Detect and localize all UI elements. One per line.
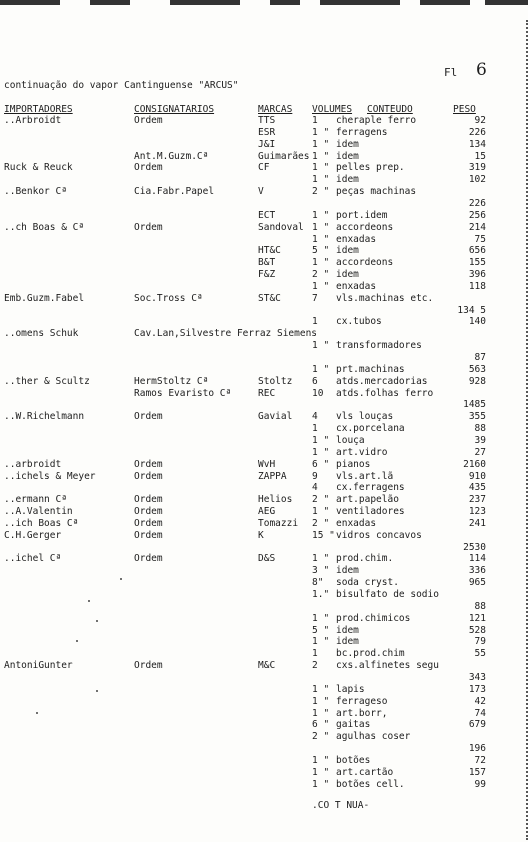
cell-cont: idem — [336, 269, 359, 281]
cell-vol: 1 " — [312, 257, 330, 269]
cell-vol: 1 " — [312, 553, 330, 565]
cell-cont: gaitas — [336, 719, 371, 731]
cell-peso: 134 — [468, 138, 486, 150]
cell-con: Ramos Evaristo Cª — [134, 387, 232, 399]
table-row — [0, 731, 528, 743]
cell-vol: 1 " — [312, 221, 330, 233]
cell-cont: botões — [336, 754, 371, 766]
cell-vol: 1 " — [312, 636, 330, 648]
cell-peso: 435 — [468, 482, 486, 494]
cell-peso: 27 — [474, 446, 486, 458]
cell-mar: Stoltz — [258, 375, 293, 387]
cell-mar: F&Z — [258, 269, 276, 281]
scan-speck — [96, 690, 98, 692]
cell-vol: 1 " — [312, 506, 330, 518]
cell-vol: 1 " — [312, 126, 330, 138]
cell-imp: AntoniGunter — [4, 660, 73, 672]
cell-peso: 241 — [468, 517, 486, 529]
table-row — [0, 376, 528, 388]
cell-peso: 134 5 — [457, 304, 486, 316]
cell-cont: cx.ferragens — [336, 482, 405, 494]
cell-peso: 121 — [468, 612, 486, 624]
cell-vol: 1 " — [312, 707, 330, 719]
cell-vol: 1 " — [312, 363, 330, 375]
table-row — [0, 423, 528, 435]
cell-peso: 79 — [474, 636, 486, 648]
cell-imp: ..Arbroidt — [4, 115, 62, 126]
cell-peso: 319 — [468, 162, 486, 174]
cell-imp: ..ichels & Meyer — [4, 470, 96, 482]
cell-cont: enxadas — [336, 517, 377, 529]
cell-vol: 4 — [312, 411, 318, 423]
cell-mar: M&C — [258, 660, 276, 672]
cell-imp: ..arbroidt — [4, 458, 62, 470]
column-header-conteudo: CONTEUDO — [367, 104, 413, 115]
cell-peso: 140 — [468, 316, 486, 328]
cell-vol: 1 — [312, 316, 318, 328]
cell-mar: ESR — [258, 126, 276, 138]
table-row — [0, 660, 528, 672]
cell-vol: 7 — [312, 292, 318, 304]
cell-cont: louça — [336, 434, 365, 446]
cell-peso: 237 — [468, 494, 486, 506]
cell-imp: ..ich Boas Cª — [4, 517, 79, 529]
table-row — [0, 506, 528, 518]
table-row — [0, 352, 528, 364]
cell-vol: 1 " — [312, 766, 330, 778]
cell-con: Cav.Lan,Silvestre Ferraz Siemens — [134, 328, 318, 340]
continua-footer: .CO T NUA- — [312, 800, 370, 811]
cell-cont: prt.machinas — [336, 363, 405, 375]
cell-cont: idem — [336, 150, 359, 162]
table-row — [0, 115, 528, 127]
cell-cont: idem — [336, 245, 359, 257]
cell-vol: 1 " — [312, 138, 330, 150]
cell-imp: ..omens Schuk — [4, 328, 79, 340]
cell-peso: 102 — [468, 174, 486, 186]
cell-vol: 2 — [312, 660, 318, 672]
cell-peso: 55 — [474, 648, 486, 660]
cell-peso: 214 — [468, 221, 486, 233]
cell-mar: REC — [258, 387, 276, 399]
table-row — [0, 625, 528, 637]
cell-cont: atds.folhas ferro — [336, 387, 434, 399]
table-row — [0, 328, 528, 340]
cell-peso: 99 — [474, 778, 486, 790]
cell-con: Ordem — [134, 529, 163, 541]
table-row — [0, 293, 528, 305]
cell-mar: Tomazzi — [258, 517, 299, 529]
cell-vol: 1 " — [312, 683, 330, 695]
table-row — [0, 613, 528, 625]
cell-imp: Ruck & Reuck — [4, 162, 73, 174]
table-row — [0, 364, 528, 376]
cell-vol: 1 " — [312, 150, 330, 162]
table-row — [0, 281, 528, 293]
cell-cont: soda cryst. — [336, 577, 399, 589]
cell-cont: enxadas — [336, 280, 377, 292]
cell-vol: 2 " — [312, 731, 330, 743]
cell-vol: 8" — [312, 577, 324, 589]
table-row — [0, 530, 528, 542]
cell-mar: Helios — [258, 494, 293, 506]
cell-cont: lapis — [336, 683, 365, 695]
cell-con: Ordem — [134, 115, 163, 126]
cell-mar: TTS — [258, 115, 276, 126]
cell-vol: 1 — [312, 423, 318, 435]
cell-peso: 2530 — [463, 541, 486, 553]
cell-peso: 173 — [468, 683, 486, 695]
cell-imp: ..ichel Cª — [4, 553, 62, 565]
table-row — [0, 565, 528, 577]
cell-con: Soc.Tross Cª — [134, 292, 203, 304]
cell-vol: 1 " — [312, 695, 330, 707]
table-row — [0, 672, 528, 684]
table-row — [0, 198, 528, 210]
scan-top-edge — [0, 0, 528, 14]
cell-cont: vidros concavos — [336, 529, 422, 541]
table-row — [0, 257, 528, 269]
scan-speck — [120, 578, 122, 580]
cell-peso: 1485 — [463, 399, 486, 411]
table-row — [0, 779, 528, 791]
table-row — [0, 696, 528, 708]
cell-cont: peças machinas — [336, 186, 417, 198]
table-row — [0, 151, 528, 163]
table-row — [0, 174, 528, 186]
scan-speck — [88, 600, 90, 602]
cell-cont: cheraple ferro — [336, 115, 417, 126]
table-row — [0, 494, 528, 506]
cell-imp: ..A.Valentin — [4, 506, 73, 518]
cell-vol: 1 " — [312, 434, 330, 446]
cell-peso: 528 — [468, 624, 486, 636]
cell-peso: 114 — [468, 553, 486, 565]
table-row — [0, 222, 528, 234]
cell-cont: bisulfato de sodio — [336, 589, 439, 600]
table-row — [0, 447, 528, 459]
table-row — [0, 340, 528, 352]
cell-vol: 15 " — [312, 529, 335, 541]
table-row — [0, 542, 528, 554]
cell-mar: Sandoval — [258, 221, 304, 233]
cell-cont: vls.art.lã — [336, 470, 394, 482]
table-row — [0, 601, 528, 613]
cell-cont: port.idem — [336, 209, 388, 221]
table-row — [0, 316, 528, 328]
cell-con: Ordem — [134, 411, 163, 423]
cell-mar: CF — [258, 162, 270, 174]
cell-vol: 2 " — [312, 186, 330, 198]
cell-vol: 9 — [312, 470, 318, 482]
table-row — [0, 234, 528, 246]
folio-number: 6 — [476, 60, 487, 80]
cell-peso: 123 — [468, 506, 486, 518]
cell-vol: 1 " — [312, 754, 330, 766]
cell-con: Cia.Fabr.Papel — [134, 186, 215, 198]
column-header-peso: PESO — [453, 104, 476, 115]
table-row — [0, 210, 528, 222]
cell-vol: 1 " — [312, 162, 330, 174]
column-header-consignatarios: CONSIGNATARIOS — [134, 104, 215, 115]
cell-con: HermStoltz Cª — [134, 375, 209, 387]
table-row — [0, 186, 528, 198]
cell-peso: 563 — [468, 363, 486, 375]
cell-mar: ST&C — [258, 292, 281, 304]
cell-vol: 2 " — [312, 517, 330, 529]
table-row — [0, 755, 528, 767]
cell-vol: 3 " — [312, 565, 330, 577]
table-row — [0, 162, 528, 174]
table-row — [0, 459, 528, 471]
cell-peso: 88 — [474, 423, 486, 435]
cell-vol: 1 " — [312, 209, 330, 221]
cell-peso: 88 — [474, 600, 486, 612]
cell-peso: 15 — [474, 150, 486, 162]
cell-peso: 396 — [468, 269, 486, 281]
table-row — [0, 648, 528, 660]
cell-mar: HT&C — [258, 245, 281, 257]
cell-vol: 1 — [312, 115, 318, 126]
cell-con: Ordem — [134, 660, 163, 672]
cell-vol: 1 " — [312, 174, 330, 186]
cell-peso: 343 — [468, 671, 486, 683]
cell-cont: accordeons — [336, 221, 394, 233]
table-row — [0, 127, 528, 139]
cell-peso: 92 — [474, 115, 486, 126]
table-row — [0, 589, 528, 601]
cell-peso: 256 — [468, 209, 486, 221]
cell-con: Ordem — [134, 494, 163, 506]
cell-mar: B&T — [258, 257, 276, 269]
table-row — [0, 482, 528, 494]
cell-cont: bc.prod.chim — [336, 648, 405, 660]
cell-vol: 6 — [312, 375, 318, 387]
cell-con: Ant.M.Guzm.Cª — [134, 150, 209, 162]
table-row — [0, 435, 528, 447]
cell-vol: 2 " — [312, 494, 330, 506]
cell-peso: 336 — [468, 565, 486, 577]
cell-cont: ferragens — [336, 126, 388, 138]
cell-mar: V — [258, 186, 264, 198]
cell-cont: art.cartão — [336, 766, 394, 778]
cell-peso: 928 — [468, 375, 486, 387]
cell-cont: ferrageso — [336, 695, 388, 707]
scan-speck — [96, 620, 98, 622]
table-row — [0, 411, 528, 423]
cell-cont: art.borr, — [336, 707, 388, 719]
table-row — [0, 719, 528, 731]
cell-vol: 6 " — [312, 719, 330, 731]
table-row — [0, 471, 528, 483]
table-row — [0, 636, 528, 648]
cell-imp: Emb.Guzm.Fabel — [4, 292, 85, 304]
scan-speck — [36, 712, 38, 714]
table-row — [0, 708, 528, 720]
cell-imp: C.H.Gerger — [4, 529, 62, 541]
cell-mar: J&I — [258, 138, 276, 150]
cell-peso: 679 — [468, 719, 486, 731]
cell-con: Ordem — [134, 553, 163, 565]
cell-imp: ..ch Boas & Cª — [4, 221, 85, 233]
column-header-marcas: MARCAS — [258, 104, 293, 115]
cell-cont: idem — [336, 636, 359, 648]
cell-mar: Guimarães — [258, 150, 310, 162]
cell-vol: 1 " — [312, 446, 330, 458]
cell-con: Ordem — [134, 162, 163, 174]
table-row — [0, 518, 528, 530]
cell-mar: K — [258, 529, 264, 541]
page-heading: continuação do vapor Cantinguense "ARCUS" — [4, 80, 239, 91]
cell-peso: 226 — [468, 197, 486, 209]
cell-mar: ECT — [258, 209, 276, 221]
cell-con: Ordem — [134, 506, 163, 518]
cell-cont: vls louças — [336, 411, 394, 423]
cell-imp: ..ther & Scultz — [4, 375, 90, 387]
table-row — [0, 743, 528, 755]
table-row — [0, 269, 528, 281]
table-row — [0, 767, 528, 779]
cell-vol: 1 — [312, 648, 318, 660]
cell-peso: 87 — [474, 352, 486, 363]
cell-cont: idem — [336, 138, 359, 150]
table-row — [0, 388, 528, 400]
cell-peso: 226 — [468, 126, 486, 138]
cell-cont: ventiladores — [336, 506, 405, 518]
cell-vol: 10 — [312, 387, 324, 399]
cell-mar: WvH — [258, 458, 276, 470]
cell-vol: 1 " — [312, 612, 330, 624]
cell-cont: idem — [336, 624, 359, 636]
cell-cont: atds.mercadorias — [336, 375, 428, 387]
cell-vol: 1 " — [312, 340, 330, 352]
cell-imp: ..W.Richelmann — [4, 411, 85, 423]
cell-cont: cx.tubos — [336, 316, 382, 328]
table-row — [0, 139, 528, 151]
cell-peso: 196 — [468, 743, 486, 755]
cell-imp: ..ermann Cª — [4, 494, 67, 506]
cell-peso: 656 — [468, 245, 486, 257]
table-row — [0, 684, 528, 696]
cell-peso: 42 — [474, 695, 486, 707]
cell-vol: 1 " — [312, 280, 330, 292]
cell-peso: 74 — [474, 707, 486, 719]
folio-label: Fl — [444, 66, 458, 79]
column-header-importadores: IMPORTADORES — [4, 104, 73, 115]
cell-mar: D&S — [258, 553, 276, 565]
cell-peso: 39 — [474, 434, 486, 446]
cell-peso: 965 — [468, 577, 486, 589]
table-row — [0, 245, 528, 257]
cell-peso: 72 — [474, 754, 486, 766]
cell-mar: AEG — [258, 506, 276, 518]
cell-vol: 2 " — [312, 269, 330, 281]
cell-cont: cx.porcelana — [336, 423, 405, 435]
cell-peso: 155 — [468, 257, 486, 269]
cell-peso: 118 — [468, 280, 486, 292]
cell-vol: 4 — [312, 482, 318, 494]
scan-speck — [76, 640, 78, 642]
cell-cont: cxs.alfinetes segu — [336, 660, 439, 672]
cell-peso: 910 — [468, 470, 486, 482]
cell-cont: transformadores — [336, 340, 422, 352]
cell-mar: Gavial — [258, 411, 293, 423]
cell-vol: 1 " — [312, 233, 330, 245]
cell-con: Ordem — [134, 458, 163, 470]
table-row — [0, 399, 528, 411]
table-row — [0, 305, 528, 317]
column-header-volumes: VOLUMES — [312, 104, 353, 115]
cell-vol: 1 " — [312, 778, 330, 790]
cell-cont: idem — [336, 174, 359, 186]
cell-vol: 5 " — [312, 245, 330, 257]
cell-cont: prod.chim. — [336, 553, 394, 565]
cell-vol: 1." — [312, 589, 330, 600]
cell-con: Ordem — [134, 517, 163, 529]
table-row — [0, 577, 528, 589]
cell-cont: enxadas — [336, 233, 377, 245]
cell-cont: art.papelão — [336, 494, 399, 506]
cell-cont: agulhas coser — [336, 731, 411, 743]
cell-cont: art.vidro — [336, 446, 388, 458]
cell-cont: pelles prep. — [336, 162, 405, 174]
cell-peso: 355 — [468, 411, 486, 423]
cell-cont: pianos — [336, 458, 371, 470]
cell-cont: idem — [336, 565, 359, 577]
cell-cont: vls.machinas etc. — [336, 292, 434, 304]
cell-vol: 5 " — [312, 624, 330, 636]
table-row — [0, 553, 528, 565]
cell-con: Ordem — [134, 470, 163, 482]
cell-imp: ..Benkor Cª — [4, 186, 67, 198]
cell-cont: accordeons — [336, 257, 394, 269]
cell-vol: 6 " — [312, 458, 330, 470]
cell-con: Ordem — [134, 221, 163, 233]
cell-cont: botões cell. — [336, 778, 405, 790]
cell-peso: 75 — [474, 233, 486, 245]
cell-peso: 2160 — [463, 458, 486, 470]
cell-cont: prod.chimicos — [336, 612, 411, 624]
cell-peso: 157 — [468, 766, 486, 778]
cell-mar: ZAPPA — [258, 470, 287, 482]
